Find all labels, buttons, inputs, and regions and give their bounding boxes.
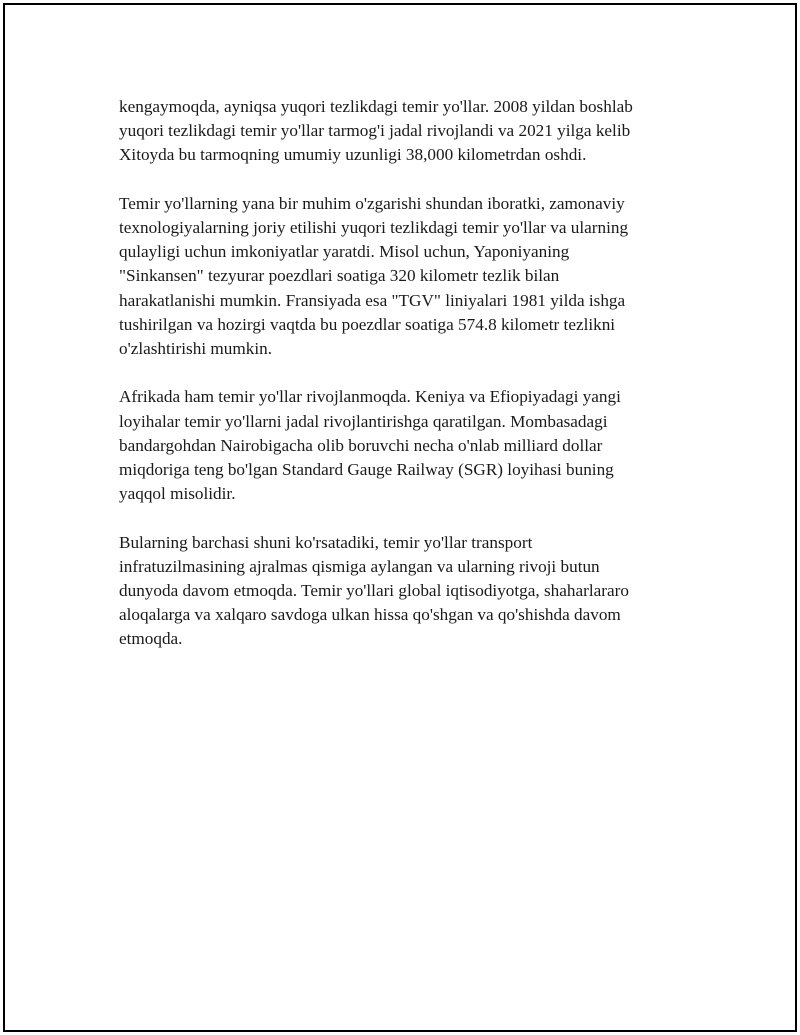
document-page xyxy=(3,3,797,1032)
paragraph-1: kengaymoqda, ayniqsa yuqori tezlikdagi temir yo'llar. 2008 yildan boshlab yuqori tezlikdagi temir yo'llar tarmog'i jadal rivojlandi va 2021 yilga kelib Xitoyda bu tarmoqning umumiy uzunligi 38,000 kilometrdan oshdi. xyxy=(119,97,633,165)
document-body xyxy=(119,95,679,676)
paragraph-4: Bularning barchasi shuni ko'rsatadiki, temir yo'llar transport infratuzilmasining ajralmas qismiga aylangan va ularning rivoji butun dunyoda davom etmoqda. Temir yo'llari global iqtisodiyotga, shaharlararo aloqalarga va xalqaro savdoga ulkan hissa qo'shgan va qo'shishda davom etmoqda. xyxy=(119,532,629,649)
paragraph-2: Temir yo'llarning yana bir muhim o'zgarishi shundan iboratki, zamonaviy texnologiyalarning joriy etilishi yuqori tezlikdagi temir yo'llar va ularning qulayligi uchun imkoniyatlar yaratdi. Misol uchun, Yaponiyaning "Sinkansen" tezyurar poezdlari soatiga 320 kilometr tezlik bilan harakatlanishi mumkin. Fransiyada esa "TGV" liniyalari 1981 yilda ishga tushirilgan va hozirgi vaqtda bu poezdlar soatiga 574.8 kilometr tezlikni o'zlashtirishi mumkin. xyxy=(119,193,629,359)
paragraph-3: Afrikada ham temir yo'llar rivojlanmoqda. Keniya va Efiopiyadagi yangi loyihalar temir yo'llarni jadal rivojlantirishga qaratilgan. Mombasadagi bandargohdan Nairobigacha olib boruvchi necha o'nlab milliard dollar miqdoriga teng bo'lgan Standard Gauge Railway (SGR) loyihasi buning yaqqol misolidir. xyxy=(119,387,621,504)
